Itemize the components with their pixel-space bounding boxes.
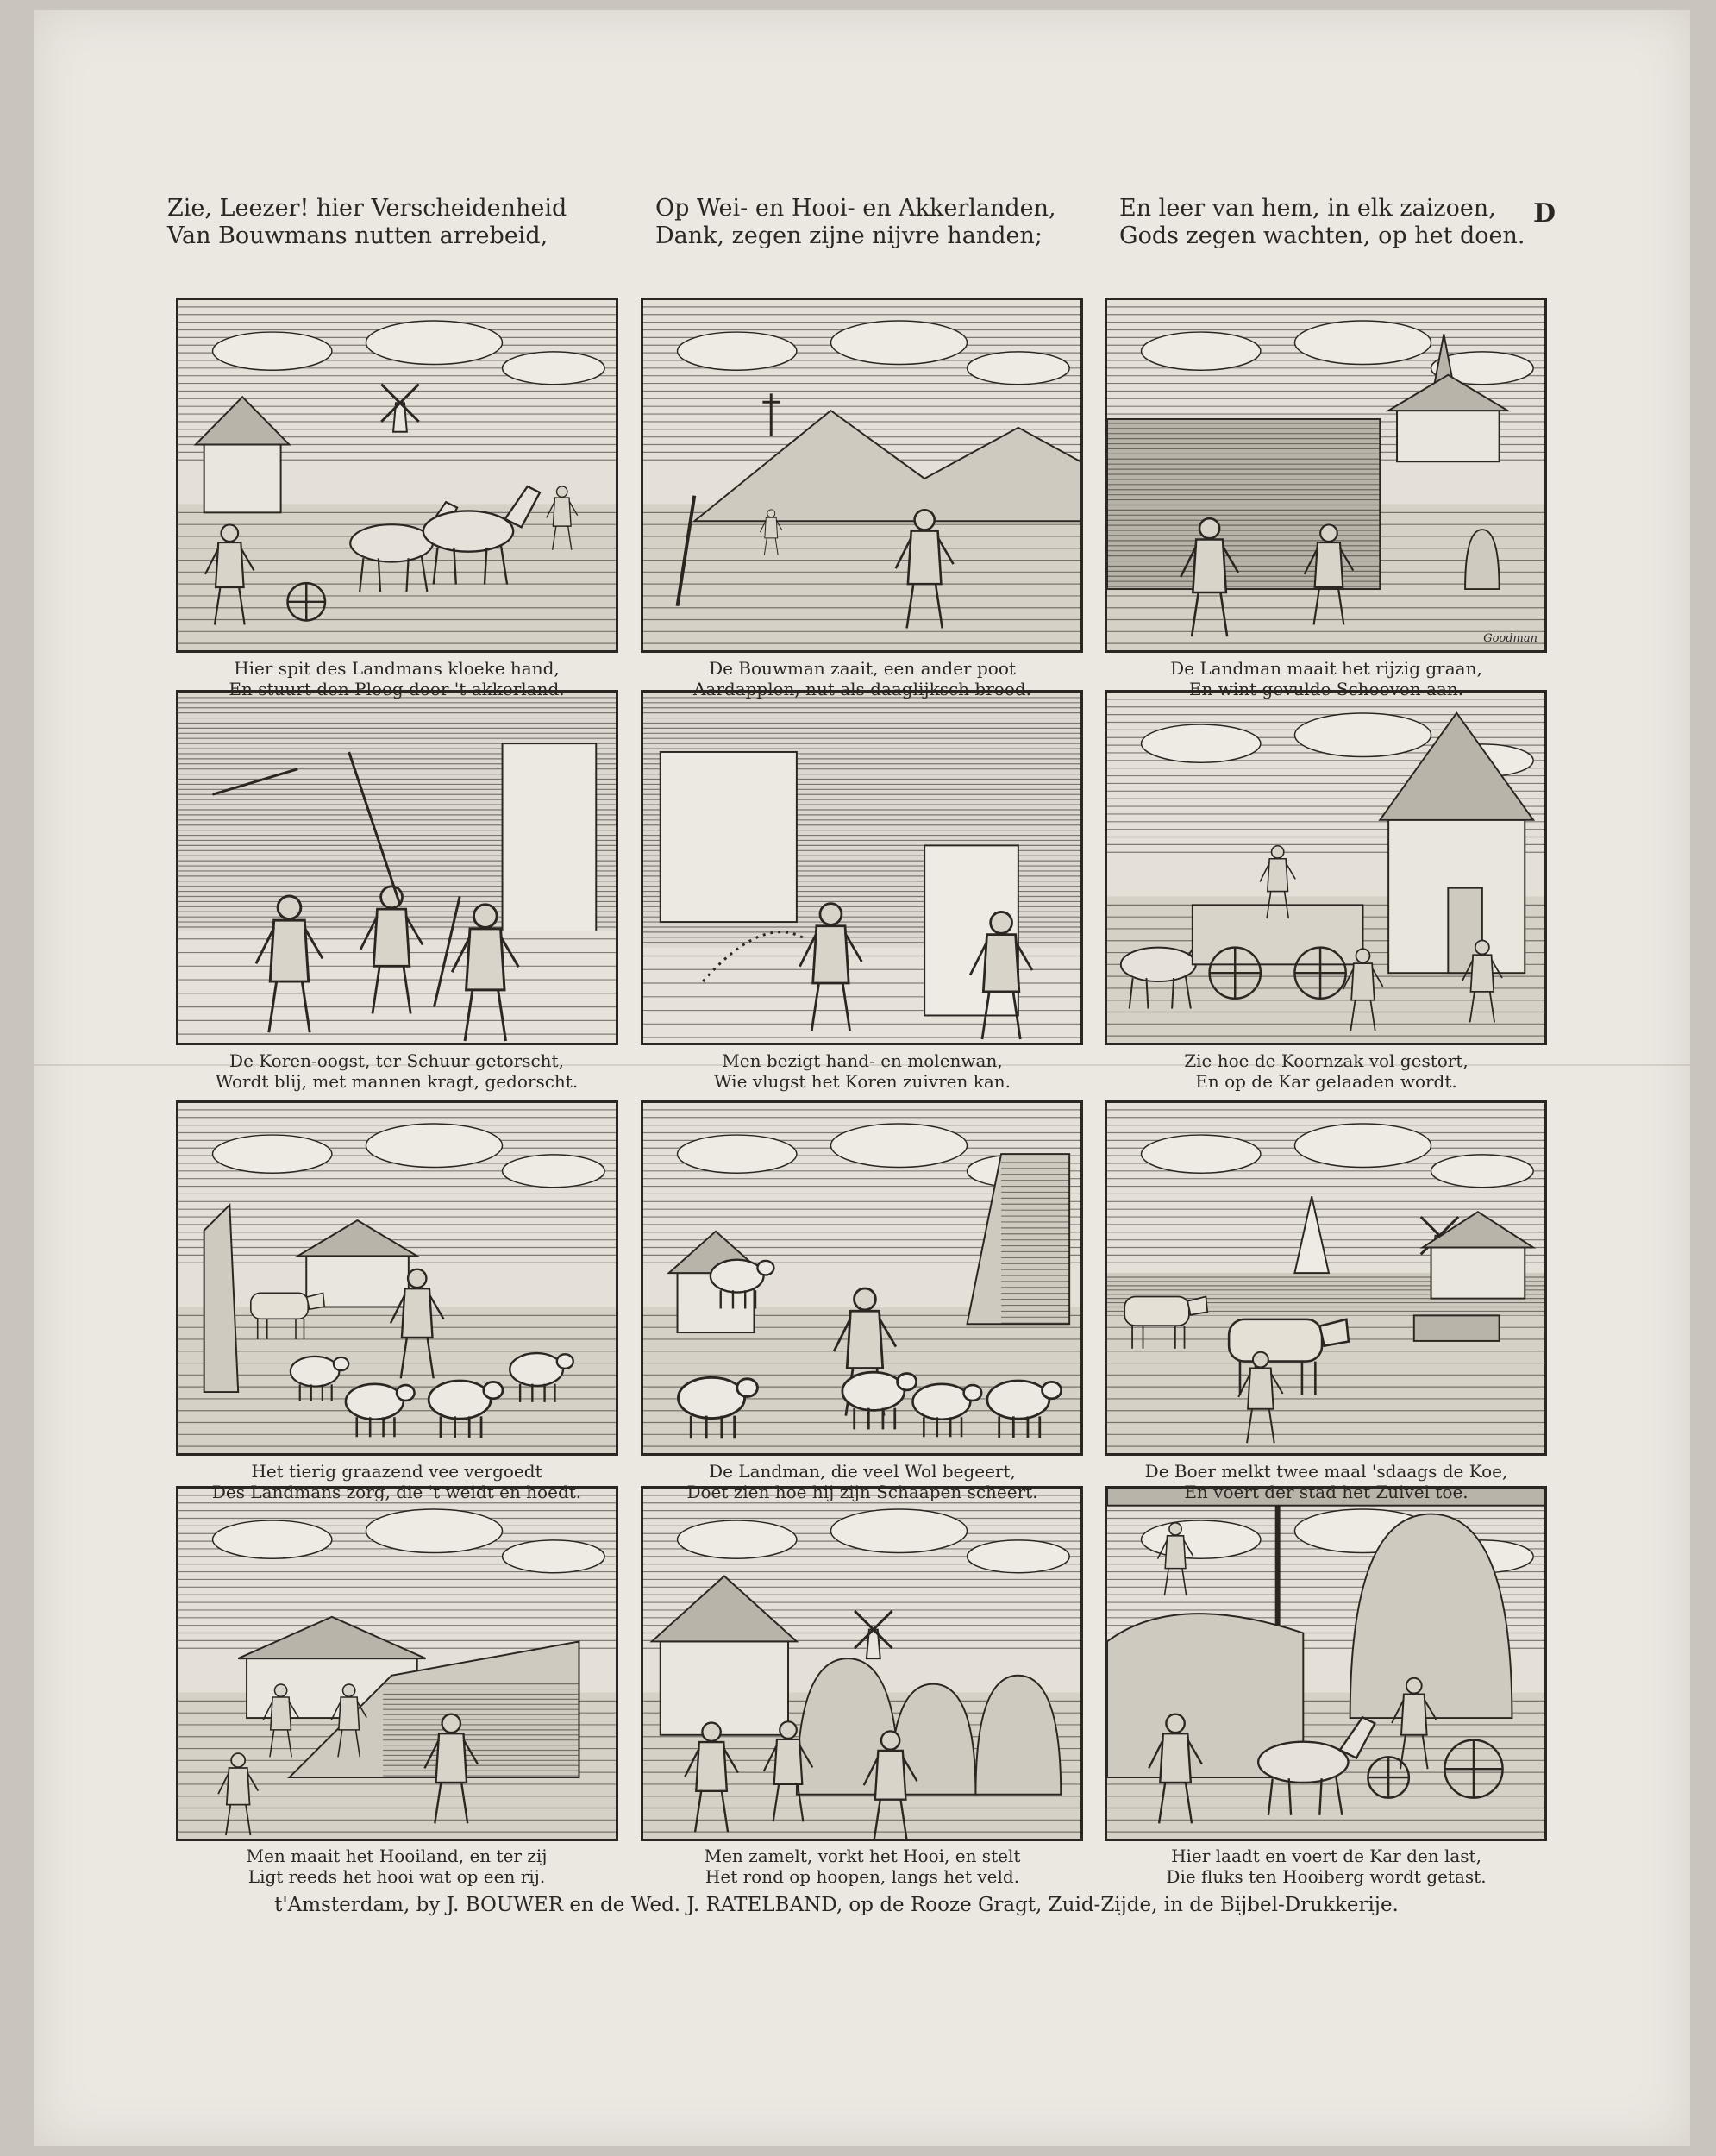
caption-line: En op de Kar gelaaden wordt. (1195, 1071, 1457, 1092)
caption-line: Des Landmans zorg, die 't weidt en hoedt. (211, 1482, 582, 1502)
caption-line: Die fluks ten Hooiberg wordt getast. (1166, 1866, 1487, 1887)
caption-ploughing (172, 658, 621, 699)
caption-sowing (638, 658, 1087, 699)
woodcut-loading-cart (1105, 690, 1547, 1045)
caption-line: De Bouwman zaait, een ander poot (709, 658, 1016, 679)
caption-line: Aardapplen, nut als daaglijksch brood. (692, 679, 1032, 699)
verse-line: Van Bouwmans nutten arrebeid, (167, 222, 548, 249)
caption-line: En stuurt den Ploeg door 't akkerland. (229, 679, 565, 699)
woodcut-grazing (176, 1100, 618, 1456)
woodcut-threshing (176, 690, 618, 1045)
caption-line: Hier spit des Landmans kloeke hand, (234, 658, 560, 679)
caption-line: Hier laadt en voert de Kar den last, (1171, 1846, 1481, 1866)
engraver-signature: Goodman (1483, 632, 1538, 645)
printer-imprint: t'Amsterdam, by J. BOUWER en de Wed. J. RATELBAND, op de Rooze Gragt, Zuid-Zijde, in de Bijbel-Drukkerije. (274, 1894, 1399, 1916)
caption-line: En wint gevulde Schooven aan. (1188, 679, 1464, 699)
caption-shearing (638, 1461, 1087, 1502)
caption-line: Doet zien hoe hij zijn Schaapen scheert. (686, 1482, 1038, 1502)
verse-line: Zie, Leezer! hier Verscheidenheid (167, 195, 567, 222)
caption-line: Men bezigt hand- en molenwan, (722, 1050, 1003, 1071)
verse-column-1 (167, 195, 616, 250)
woodcut-winnowing (641, 690, 1083, 1045)
caption-line: Het tierig graazend vee vergoedt (251, 1461, 542, 1482)
caption-line: De Koren-oogst, ter Schuur getorscht, (229, 1050, 564, 1071)
caption-line: De Boer melkt twee maal 'sdaags de Koe, (1144, 1461, 1508, 1482)
verse-header (167, 195, 1525, 255)
woodcut-mowing-hay (176, 1486, 618, 1841)
caption-line: Ligt reeds het hooi wat op een rij. (247, 1866, 546, 1887)
caption-line: Men maait het Hooiland, en ter zij (246, 1846, 548, 1866)
caption-line: Het rond op hoopen, langs het veld. (705, 1866, 1020, 1887)
caption-threshing (172, 1050, 621, 1092)
caption-mowing-hay (172, 1846, 621, 1887)
caption-line: De Landman maait het rijzig graan, (1170, 658, 1482, 679)
verse-line: Op Wei- en Hooi- en Akkerlanden, (655, 195, 1056, 222)
woodcut-ploughing (176, 298, 618, 653)
caption-grazing (172, 1461, 621, 1502)
verse-column-3 (1119, 195, 1568, 250)
woodcut-milking (1105, 1100, 1547, 1456)
caption-line: Men zamelt, vorkt het Hooi, en stelt (704, 1846, 1021, 1866)
woodcut-stacking-hay (641, 1486, 1083, 1841)
woodcut-reaping (1105, 298, 1547, 653)
verse-column-2 (655, 195, 1104, 250)
caption-line: Zie hoe de Koornzak vol gestort, (1184, 1050, 1469, 1071)
caption-winnowing (638, 1050, 1087, 1092)
caption-line: Wie vlugst het Koren zuivren kan. (713, 1071, 1011, 1092)
caption-milking (1102, 1461, 1550, 1502)
verse-line: Dank, zegen zijne nijvre handen; (655, 222, 1043, 249)
woodcut-sowing (641, 298, 1083, 653)
caption-line: En voert der stad het Zuivel toe. (1184, 1482, 1469, 1502)
caption-reaping (1102, 658, 1550, 699)
caption-stacking-hay (638, 1846, 1087, 1887)
caption-hay-wagon (1102, 1846, 1550, 1887)
woodcut-shearing (641, 1100, 1083, 1456)
verse-line: Gods zegen wachten, op het doen. (1119, 222, 1525, 249)
caption-line: De Landman, die veel Wol begeert, (709, 1461, 1016, 1482)
woodcut-hay-wagon (1105, 1486, 1547, 1841)
caption-loading-cart (1102, 1050, 1550, 1092)
sheet-letter: D (1533, 198, 1556, 229)
verse-line: En leer van hem, in elk zaizoen, (1119, 195, 1496, 222)
caption-line: Wordt blij, met mannen kragt, gedorscht. (215, 1071, 579, 1092)
